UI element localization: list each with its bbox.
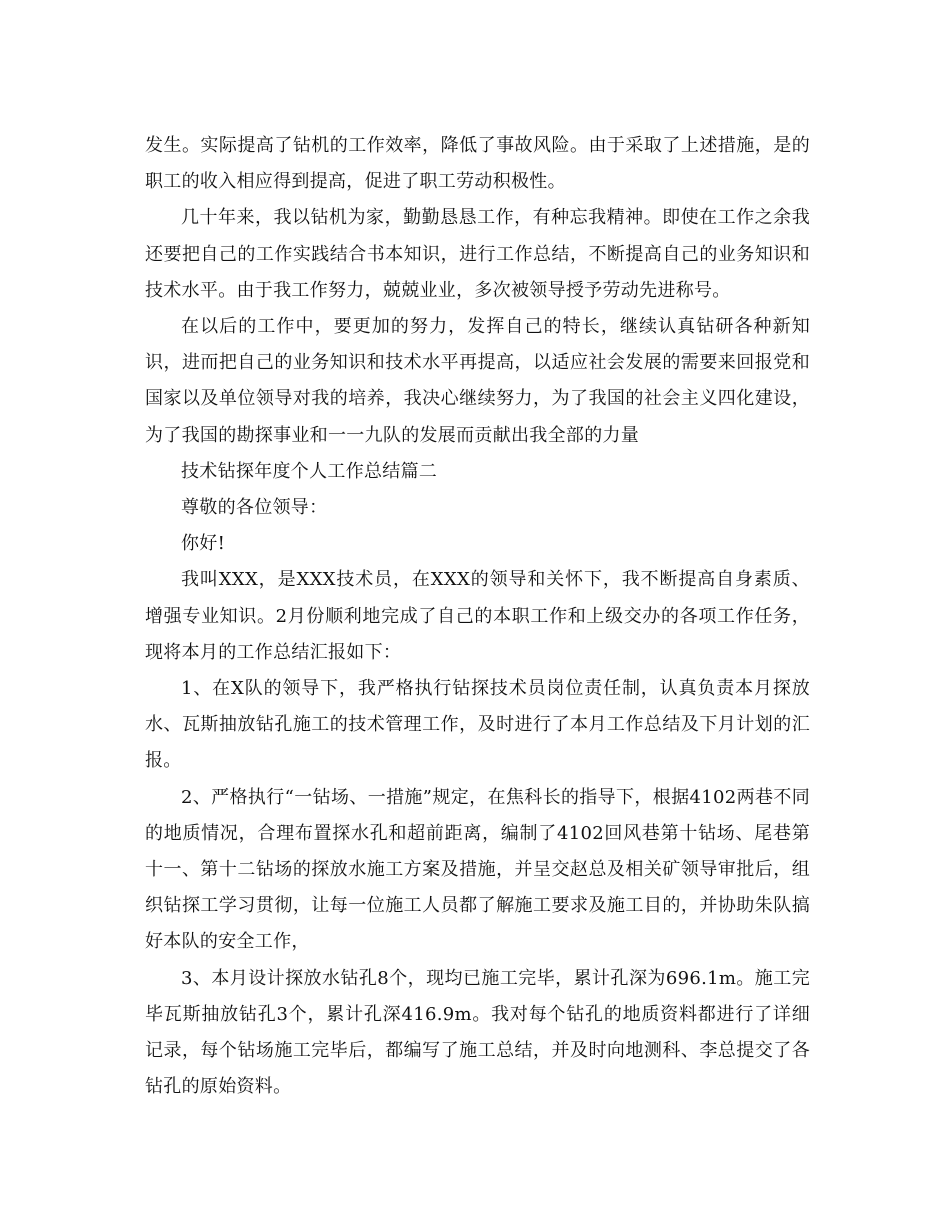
section-title: 技术钻探年度个人工作总结篇二	[181, 460, 438, 482]
paragraph-item-1: 1、在X队的领导下，我严格执行钻探技术员岗位责任制，认真负责本月探放水、瓦斯抽放钻孔施工的技术管理工作，及时进行了本月工作总结及下月计划的汇报。	[145, 678, 810, 772]
paragraph-dedication: 几十年来，我以钻机为家，勤勤恳恳工作，有种忘我精神。即使在工作之余我还要把自己的工作实践结合书本知识，进行工作总结，不断提高自己的业务知识和技术水平。由于我工作努力，兢兢业业，多次被领导授予劳动先进称号。	[145, 207, 810, 301]
document-body	[145, 128, 810, 1105]
greeting: 你好!	[181, 533, 226, 555]
paragraph-introduction: 我叫XXX，是XXX技术员，在XXX的领导和关怀下，我不断提高自身素质、增强专业知识。2月份顺利地完成了自己的本职工作和上级交办的各项工作任务，现将本月的工作总结汇报如下：	[145, 569, 810, 663]
paragraph-item-2: 2、严格执行“一钻场、一措施”规定，在焦科长的指导下，根据4102两巷不同的地质情况，合理布置探水孔和超前距离，编制了4102回风巷第十钻场、尾巷第十一、第十二钻场的探放水施工方案及措施，并呈交赵总及相关矿领导审批后，组织钻探工学习贯彻，让每一位施工人员都了解施工要求及施工目的，并协助朱队搞好本队的安全工作，	[145, 786, 810, 953]
paragraph-item-3: 3、本月设计探放水钻孔8个，现均已施工完毕，累计孔深为696.1m。施工完毕瓦斯抽放钻孔3个，累计孔深416.9m。我对每个钻孔的地质资料都进行了详细记录，每个钻场施工完毕后，都编写了施工总结，并及时向地测科、李总提交了各钻孔的原始资料。	[145, 967, 810, 1098]
paragraph-future-goals: 在以后的工作中，要更加的努力，发挥自己的特长，继续认真钻研各种新知识，进而把自己的业务知识和技术水平再提高，以适应社会发展的需要来回报党和国家以及单位领导对我的培养，我决心继续努力，为了我国的社会主义四化建设，为了我国的勘探事业和一一九队的发展而贡献出我全部的力量	[145, 316, 810, 446]
paragraph-continuation: 发生。实际提高了钻机的工作效率，降低了事故风险。由于采取了上述措施，是的职工的收入相应得到提高，促进了职工劳动积极性。	[145, 135, 810, 193]
salutation: 尊敬的各位领导：	[181, 497, 328, 519]
